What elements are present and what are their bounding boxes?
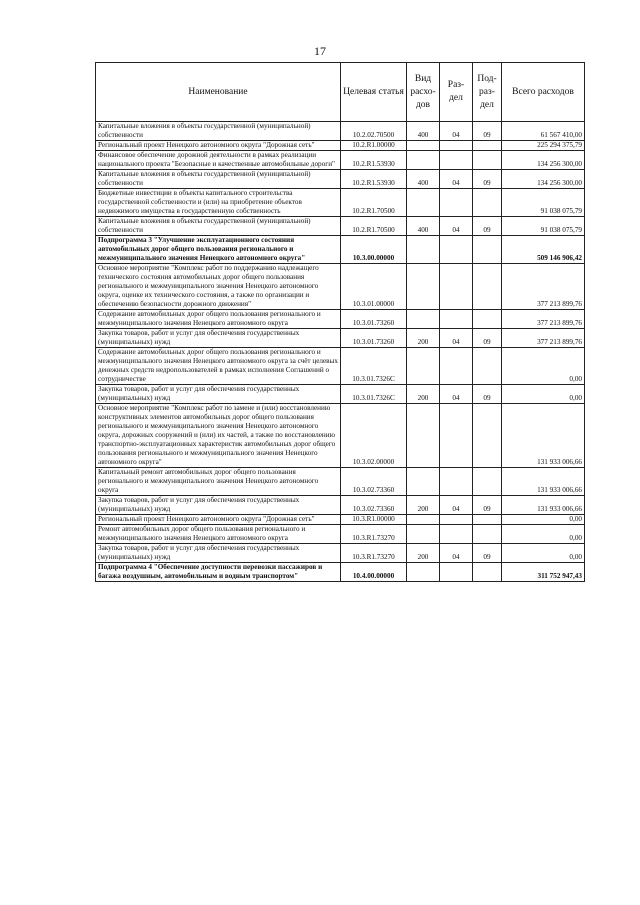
cell-podrazdel: [473, 348, 502, 385]
cell-vid: [407, 525, 440, 544]
cell-code: 10.3.02.00000: [341, 404, 407, 468]
table-row: [96, 348, 585, 385]
table-row: [96, 151, 585, 170]
cell-podrazdel: [473, 264, 502, 310]
cell-code: 10.3.01.7326С: [341, 348, 407, 385]
cell-total: 91 038 075,79: [502, 217, 585, 236]
cell-podrazdel: [473, 141, 502, 151]
cell-vid: 200: [407, 496, 440, 515]
header-podrazdel: Под-раз-дел: [473, 63, 502, 122]
cell-podrazdel: 09: [473, 217, 502, 236]
cell-total: 134 256 300,00: [502, 170, 585, 189]
table-body: [96, 122, 585, 582]
cell-name: Капитальные вложения в объекты государственной (муниципальной) собственности: [96, 170, 341, 189]
cell-total: 509 146 906,42: [502, 236, 585, 264]
cell-vid: [407, 141, 440, 151]
cell-name: Содержание автомобильных дорог общего пользования регионального и межмуниципального значения Ненецкого автономного округа за счёт целевых денежных средств недропользователей в рамках исполнения Соглашений о сотрудничестве: [96, 348, 341, 385]
header-code: Целевая статья: [341, 63, 407, 122]
cell-podrazdel: [473, 151, 502, 170]
cell-total: 0,00: [502, 515, 585, 525]
cell-razdel: 04: [440, 170, 473, 189]
cell-razdel: 04: [440, 329, 473, 348]
cell-vid: [407, 151, 440, 170]
cell-code: 10.2.R1.53930: [341, 170, 407, 189]
cell-code: 10.3.R1.73270: [341, 525, 407, 544]
cell-vid: [407, 404, 440, 468]
cell-name: Основное мероприятие "Комплекс работ по поддержанию надлежащего технического состояния автомобильных дорог общего пользования регионального и межмуниципального значения Ненецкого автономного округа, оценке их технического состояния, а также по организации и обеспечению безопасности дорожного движения": [96, 264, 341, 310]
cell-name: Капитальные вложения в объекты государственной (муниципальной) собственности: [96, 122, 341, 141]
cell-code: 10.3.01.7326С: [341, 385, 407, 404]
cell-podrazdel: [473, 515, 502, 525]
cell-total: 61 567 410,00: [502, 122, 585, 141]
table-row: [96, 329, 585, 348]
table-row: [96, 544, 585, 563]
table-row: [96, 189, 585, 217]
cell-total: 91 038 075,79: [502, 189, 585, 217]
cell-name: Капитальный ремонт автомобильных дорог общего пользования регионального и межмуниципального значения Ненецкого автономного округа: [96, 468, 341, 496]
cell-code: 10.3.R1.00000: [341, 515, 407, 525]
cell-podrazdel: 09: [473, 496, 502, 515]
table-row: [96, 310, 585, 329]
header-name: Наименование: [96, 63, 341, 122]
cell-podrazdel: [473, 404, 502, 468]
cell-podrazdel: 09: [473, 385, 502, 404]
cell-razdel: 04: [440, 122, 473, 141]
cell-total: 377 213 899,76: [502, 329, 585, 348]
cell-podrazdel: 09: [473, 122, 502, 141]
cell-razdel: [440, 236, 473, 264]
cell-podrazdel: 09: [473, 170, 502, 189]
header-vid: Вид расхо-дов: [407, 63, 440, 122]
cell-name: Подпрограмма 4 "Обеспечение доступности перевозки пассажиров и багажа воздушным, автомобильным и водным транспортом": [96, 563, 341, 582]
cell-razdel: 04: [440, 217, 473, 236]
table-row: [96, 217, 585, 236]
table-row: [96, 515, 585, 525]
table-row: [96, 122, 585, 141]
table-row: [96, 468, 585, 496]
table-row: [96, 563, 585, 582]
table-row: [96, 385, 585, 404]
cell-vid: [407, 468, 440, 496]
cell-podrazdel: 09: [473, 329, 502, 348]
cell-total: 0,00: [502, 385, 585, 404]
cell-code: 10.3.02.73360: [341, 468, 407, 496]
cell-razdel: [440, 348, 473, 385]
cell-name: Региональный проект Ненецкого автономного округа "Дорожная сеть": [96, 141, 341, 151]
cell-total: 131 933 006,66: [502, 468, 585, 496]
cell-razdel: [440, 264, 473, 310]
cell-razdel: [440, 189, 473, 217]
cell-podrazdel: [473, 563, 502, 582]
cell-razdel: [440, 563, 473, 582]
table-header-row: [96, 63, 585, 122]
cell-name: Закупка товаров, работ и услуг для обеспечения государственных (муниципальных) нужд: [96, 496, 341, 515]
cell-total: 377 213 899,76: [502, 264, 585, 310]
cell-code: 10.3.02.73360: [341, 496, 407, 515]
cell-name: Подпрограмма 3 "Улучшение эксплуатационного состояния автомобильных дорог общего пользования регионального и межмуниципального значения Ненецкого автономного округа": [96, 236, 341, 264]
cell-code: 10.3.01.73260: [341, 310, 407, 329]
cell-podrazdel: [473, 468, 502, 496]
cell-total: 0,00: [502, 544, 585, 563]
cell-vid: 400: [407, 170, 440, 189]
cell-name: Ремонт автомобильных дорог общего пользования регионального и межмуниципального значения Ненецкого автономного округа: [96, 525, 341, 544]
cell-name: Содержание автомобильных дорог общего пользования регионального и межмуниципального значения Ненецкого автономного округа: [96, 310, 341, 329]
cell-vid: 400: [407, 122, 440, 141]
cell-name: Закупка товаров, работ и услуг для обеспечения государственных (муниципальных) нужд: [96, 385, 341, 404]
cell-name: Финансовое обеспечение дорожной деятельности в рамках реализации национального проекта "Безопасные и качественные автомобильные дороги": [96, 151, 341, 170]
cell-code: 10.2.R1.53930: [341, 151, 407, 170]
table-row: [96, 404, 585, 468]
cell-total: 0,00: [502, 348, 585, 385]
cell-name: Региональный проект Ненецкого автономного округа "Дорожная сеть": [96, 515, 341, 525]
cell-total: 311 752 947,43: [502, 563, 585, 582]
cell-razdel: 04: [440, 544, 473, 563]
cell-vid: 200: [407, 544, 440, 563]
cell-vid: [407, 236, 440, 264]
cell-razdel: [440, 404, 473, 468]
cell-vid: 400: [407, 217, 440, 236]
cell-code: 10.3.01.73260: [341, 329, 407, 348]
cell-vid: [407, 189, 440, 217]
table-row: [96, 236, 585, 264]
cell-name: Бюджетные инвестиции в объекты капитального строительства государственной собственности и (или) на приобретение объектов недвижимого имущества в государственную собственность: [96, 189, 341, 217]
cell-total: 131 933 006,66: [502, 496, 585, 515]
header-razdel: Раз-дел: [440, 63, 473, 122]
cell-code: 10.2.R1.70500: [341, 217, 407, 236]
cell-vid: 200: [407, 329, 440, 348]
cell-code: 10.3.01.00000: [341, 264, 407, 310]
cell-podrazdel: [473, 525, 502, 544]
cell-razdel: [440, 141, 473, 151]
table-row: [96, 264, 585, 310]
cell-name: Капитальные вложения в объекты государственной (муниципальной) собственности: [96, 217, 341, 236]
cell-vid: [407, 515, 440, 525]
cell-code: 10.2.02.70500: [341, 122, 407, 141]
budget-table: [95, 62, 585, 582]
cell-razdel: [440, 151, 473, 170]
cell-razdel: [440, 310, 473, 329]
table-row: [96, 496, 585, 515]
header-total: Всего расходов: [502, 63, 585, 122]
cell-total: 0,00: [502, 525, 585, 544]
cell-total: 131 933 006,66: [502, 404, 585, 468]
cell-name: Закупка товаров, работ и услуг для обеспечения государственных (муниципальных) нужд: [96, 329, 341, 348]
cell-vid: 200: [407, 385, 440, 404]
cell-total: 377 213 899,76: [502, 310, 585, 329]
table-row: [96, 141, 585, 151]
cell-vid: [407, 310, 440, 329]
page-number: 17: [314, 44, 326, 58]
cell-code: 10.4.00.00000: [341, 563, 407, 582]
cell-name: Закупка товаров, работ и услуг для обеспечения государственных (муниципальных) нужд: [96, 544, 341, 563]
cell-code: 10.2.R1.00000: [341, 141, 407, 151]
cell-podrazdel: [473, 236, 502, 264]
cell-podrazdel: [473, 189, 502, 217]
cell-vid: [407, 264, 440, 310]
table-row: [96, 170, 585, 189]
table-row: [96, 525, 585, 544]
cell-name: Основное мероприятие "Комплекс работ по замене и (или) восстановлению конструктивных элементов автомобильных дорог общего пользования регионального и межмуниципального значения Ненецкого автономного округа, дорожных сооружений и (или) их частей, а также по восстановлению транспортно-эксплуатационных характеристик автомобильных дорог общего пользования регионального и межмуниципального значения Ненецкого автономного округа": [96, 404, 341, 468]
cell-podrazdel: 09: [473, 544, 502, 563]
cell-total: 225 294 375,79: [502, 141, 585, 151]
cell-vid: [407, 348, 440, 385]
cell-vid: [407, 563, 440, 582]
cell-razdel: 04: [440, 385, 473, 404]
cell-razdel: [440, 525, 473, 544]
cell-total: 134 256 300,00: [502, 151, 585, 170]
cell-code: 10.2.R1.70500: [341, 189, 407, 217]
cell-razdel: [440, 515, 473, 525]
cell-razdel: [440, 468, 473, 496]
cell-razdel: 04: [440, 496, 473, 515]
cell-code: 10.3.00.00000: [341, 236, 407, 264]
cell-podrazdel: [473, 310, 502, 329]
cell-code: 10.3.R1.73270: [341, 544, 407, 563]
